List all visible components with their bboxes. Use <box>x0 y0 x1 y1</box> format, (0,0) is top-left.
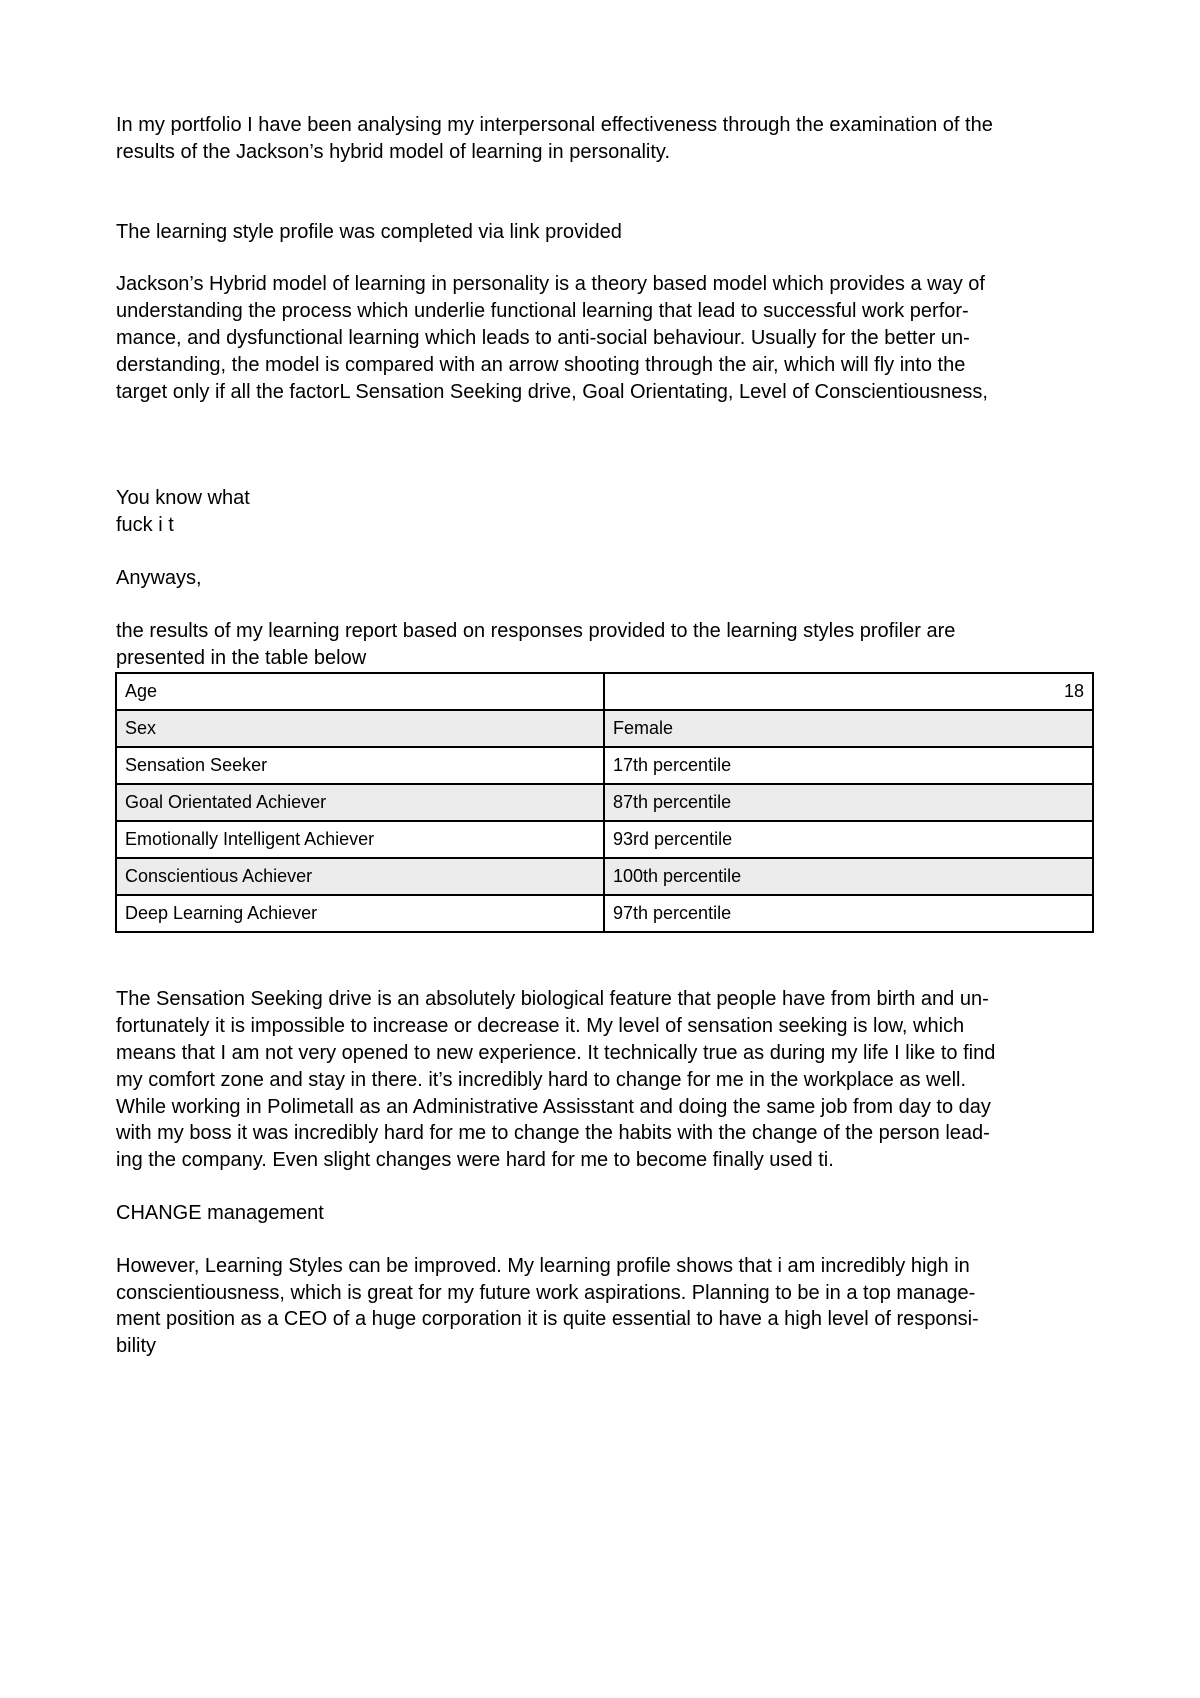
learning-paragraph <box>116 1253 1096 1360</box>
aside-line: fuck i t <box>116 514 174 537</box>
row-value-emotionally-intelligent: 93rd percentile <box>604 821 1093 858</box>
row-value-sex: Female <box>604 710 1093 747</box>
row-label-deep-learning: Deep Learning Achiever <box>116 895 604 932</box>
results-table <box>115 672 1094 933</box>
sensation-paragraph <box>116 986 1096 1174</box>
model-description-paragraph <box>116 271 1096 405</box>
aside-paragraph <box>116 485 1096 539</box>
change-heading: CHANGE management <box>116 1201 324 1224</box>
model-line: Jackson’s Hybrid model of learning in personality is a theory based model which provides a way of <box>116 273 985 296</box>
sensation-line: While working in Polimetall as an Administrative Assisstant and doing the same job from day to day <box>116 1095 991 1118</box>
table-row <box>116 858 1093 895</box>
results-intro-line: the results of my learning report based on responses provided to the learning styles profiler are <box>116 619 956 642</box>
sensation-line: ing the company. Even slight changes were hard for me to become finally used ti. <box>116 1149 834 1172</box>
model-line: mance, and dysfunctional learning which leads to anti-social behaviour. Usually for the better un- <box>116 326 970 349</box>
row-value-conscientious: 100th percentile <box>604 858 1093 895</box>
row-label-sensation-seeker: Sensation Seeker <box>116 747 604 784</box>
learning-line: conscientiousness, which is great for my future work aspirations. Planning to be in a top manage- <box>116 1281 976 1304</box>
row-value-age: 18 <box>604 673 1093 710</box>
row-value-sensation-seeker: 17th percentile <box>604 747 1093 784</box>
document-page <box>116 112 1096 1360</box>
table-row <box>116 821 1093 858</box>
table-row <box>116 710 1093 747</box>
results-intro-paragraph <box>116 618 1096 672</box>
intro-paragraph <box>116 112 1096 166</box>
table-row <box>116 895 1093 932</box>
row-label-conscientious: Conscientious Achiever <box>116 858 604 895</box>
intro-line: In my portfolio I have been analysing my interpersonal effectiveness through the examination of the <box>116 114 993 136</box>
aside-line: You know what <box>116 487 250 510</box>
sensation-line: my comfort zone and stay in there. it’s incredibly hard to change for me in the workplace as well. <box>116 1068 967 1091</box>
profile-note: The learning style profile was completed via link provided <box>116 220 622 243</box>
model-line: target only if all the factorL Sensation Seeking drive, Goal Orientating, Level of Conscientiousness, <box>116 380 988 403</box>
row-label-age: Age <box>116 673 604 710</box>
anyways-line: Anyways, <box>116 566 202 589</box>
learning-line: bility <box>116 1335 157 1358</box>
row-label-goal-orientated: Goal Orientated Achiever <box>116 784 604 821</box>
learning-line: ment position as a CEO of a huge corporation it is quite essential to have a high level of responsi- <box>116 1308 979 1331</box>
model-line: understanding the process which underlie functional learning that lead to successful work perfor- <box>116 300 969 323</box>
sensation-line: means that I am not very opened to new experience. It technically true as during my life I like to find <box>116 1041 996 1064</box>
row-label-sex: Sex <box>116 710 604 747</box>
sensation-line: The Sensation Seeking drive is an absolutely biological feature that people have from birth and un- <box>116 988 989 1011</box>
model-line: derstanding, the model is compared with an arrow shooting through the air, which will fly into the <box>116 353 966 376</box>
table-row <box>116 673 1093 710</box>
sensation-line: fortunately it is impossible to increase or decrease it. My level of sensation seeking is low, which <box>116 1015 965 1038</box>
row-value-goal-orientated: 87th percentile <box>604 784 1093 821</box>
table-row <box>116 747 1093 784</box>
results-intro-line: presented in the table below <box>116 646 367 669</box>
sensation-line: with my boss it was incredibly hard for me to change the habits with the change of the person lead- <box>116 1122 990 1145</box>
learning-line: However, Learning Styles can be improved. My learning profile shows that i am incredibly high in <box>116 1254 970 1277</box>
table-row <box>116 784 1093 821</box>
row-value-deep-learning: 97th percentile <box>604 895 1093 932</box>
intro-line: results of the Jackson’s hybrid model of learning in personality. <box>116 140 670 163</box>
row-label-emotionally-intelligent: Emotionally Intelligent Achiever <box>116 821 604 858</box>
